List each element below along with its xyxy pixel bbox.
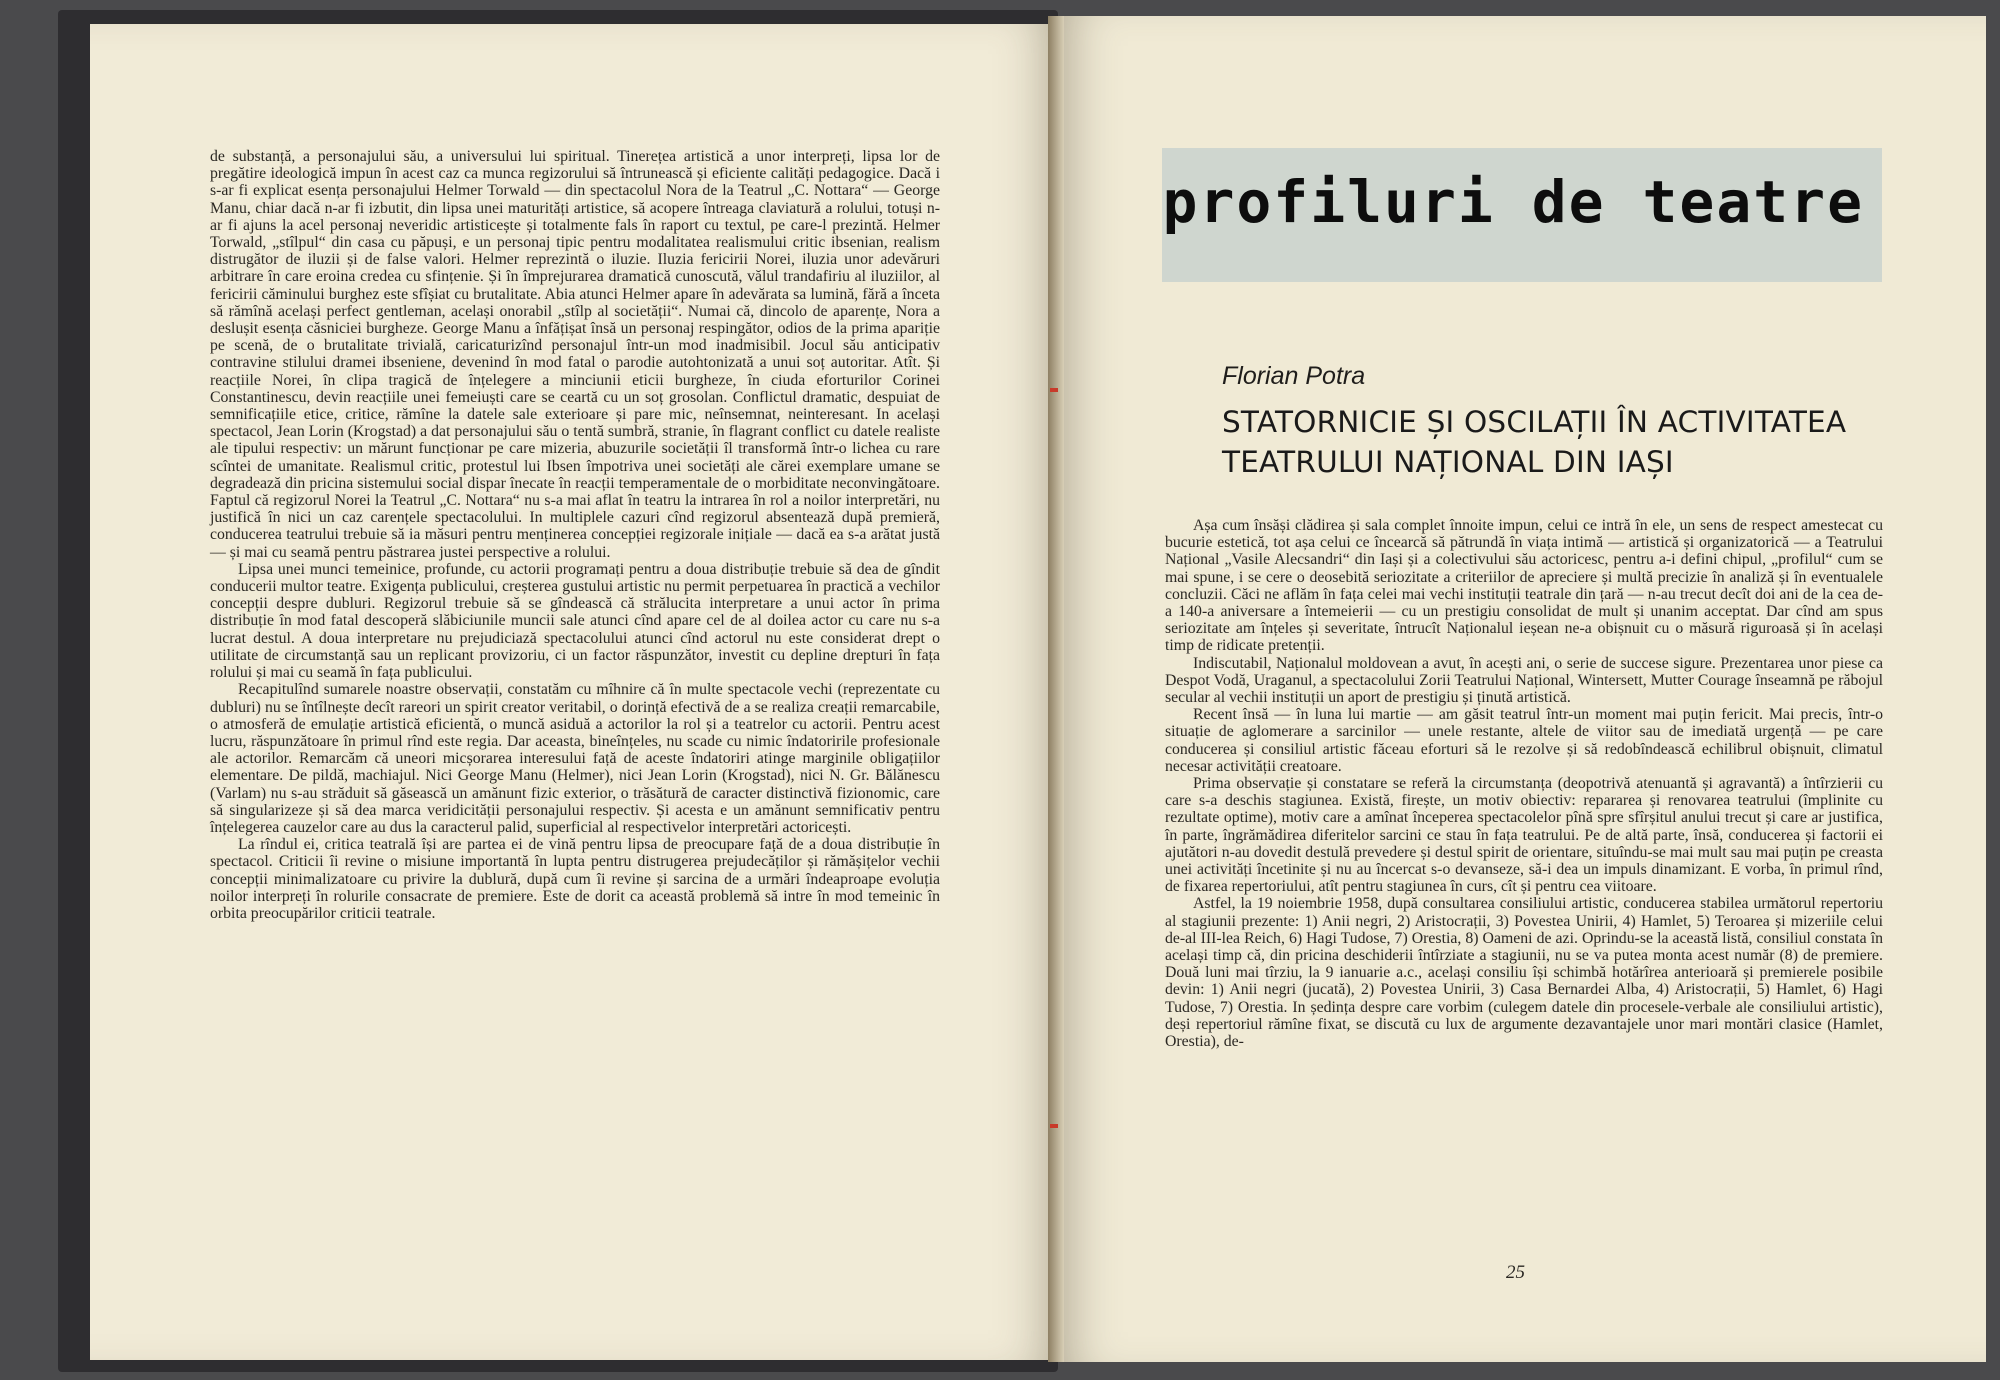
left-page-text (210, 148, 940, 922)
section-banner (1162, 148, 1882, 282)
right-paragraph: Astfel, la 19 noiembrie 1958, după consultarea consiliului artistic, conducerea stabilea următorul repertoriu al stagiunii prezente: 1) Anii negri, 2) Aristocrații, 3) Povestea Unirii, 4) Hamlet, 5) Teroarea și mizeriile celui de-al III-lea Reich, 6) Hagi Tudose, 7) Orestia, 8) Oameni de azi. Oprindu-se la această listă, consiliul constata în același timp că, din pricina deschiderii întîrziate a stagiunii, nu se va putea monta acest număr (8) de premiere. Două luni mai tîrziu, la 9 ianuarie a.c., același consiliu își schimbă hotărîrea anterioară și premierele posibile devin: 1) Anii negri (jucată), 2) Povestea Unirii, 3) Casa Bernardei Alba, 4) Aristocrații, 5) Hamlet, 6) Hagi Tudose, 7) Orestia. In ședința despre care vorbim (culegem datele din procesele-verbale ale consiliului artistic), deși repertoriul rămîne fixat, se discută cu lux de argumente dezavantajele unor mari montări clasice (Hamlet, Orestia), de- (1165, 895, 1883, 1051)
right-paragraph: Indiscutabil, Naționalul moldovean a avut, în acești ani, o serie de succese sigure. Prezentarea unor piese ca Despot Vodă, Uraganul, a spectacolului Zorii Teatrului Național, Wintersett, Mutter Courage înseamnă pe răbojul secular al vechii instituții un aport de prestigiu și ținută artistică. (1165, 654, 1883, 707)
article-author: Florian Potra (1222, 362, 1366, 390)
page-edge-mark (1050, 1124, 1058, 1128)
article-title-line: STATORNICIE ȘI OSCILAȚII ÎN ACTIVITATEA (1222, 405, 1847, 439)
section-banner-title: profiluri de teatre (1162, 168, 1864, 236)
right-paragraph: Prima observație și constatare se referă la circumstanța (deopotrivă atenuantă și agravantă) a întîrzierii cu care s-a deschis stagiunea. Există, firește, un motiv obiectiv: repararea și renovarea teatrului (împlinite cu rezultate optime), motiv care a amînat începerea spectacolelor pînă spre sfîrșitul anului trecut și care ar justifica, în parte, îngrămădirea diferitelor sarcini ce stau în fața teatrului. Pe de altă parte, însă, conducerea și factorii ei ajutători n-au dovedit destulă prevedere și destul spirit de orientare, situîndu-se mai mult sau mai puțin pe creasta unei activități încetinite și nu au încercat s-o devanseze, să-i dea un impuls dinamizant. E vorba, în primul rînd, de fixarea repertoriului, atît pentru stagiunea în curs, cît și pentru cea viitoare. (1165, 775, 1883, 896)
left-paragraph: de substanță, a personajului său, a universului lui spiritual. Tinerețea artistică a unor interpreți, lipsa lor de pregătire ideologică impun în acest caz ca munca regizorului să întrunească și eficiente calități pedagogice. Dacă i s-ar fi explicat esența personajului Helmer Torwald — din spectacolul Nora de la Teatrul „C. Nottara“ — George Manu, chiar dacă n-ar fi izbutit, din lipsa unei maturități artistice, să acopere întreaga claviatură a rolului, totuși n-ar fi ajuns la acel personaj neveridic artisticește și totalmente fals în raport cu textul, pe care-l prezintă. Helmer Torwald, „stîlpul“ din casa cu păpuși, e un personaj tipic pentru modalitatea realismului critic ibsenian, realism distrugător de iluzii și de false valori. Helmer reprezintă o iluzie. Iluzia fericirii Norei, iluzia unor adevăruri arbitrare în care eroina credea cu sfințenie. Și în împrejurarea dramatică cunoscută, vălul trandafiriu al iluziilor, al fericirii căminului burghez este sfîșiat cu brutalitate. Abia atunci Helmer apare în adevărata sa lumină, fără a înceta să rămînă același perfect gentleman, același onorabil „stîlp al societății“. Numai că, dincolo de aparențe, Nora a deslușit esența căsniciei burgheze. George Manu a înfățișat însă un personaj respingător, odios de la prima apariție pe scenă, de o brutalitate trivială, caricaturizînd personajul într-un mod inadmisibil. Jocul său anticipativ contravine stilului dramei ibseniene, devenind în mod fatal o parodie autohtonizată a unui soț autoritar. Atît. Și reacțiile Norei, în clipa tragică de înțelegere a minciunii eticii burgheze, în ciuda eforturilor Corinei Constantinescu, devin reacțiile unei femeiuști care se ceartă cu un soț grosolan. Conflictul dramatic, despuiat de semnificațiile etice, critice, rămîne la datele sale exterioare și pare mic, neînsemnat, neinteresant. In același spectacol, Jean Lorin (Krogstad) a dat personajului său o tentă sumbră, stranie, în flagrant conflict cu datele realiste ale tipului respectiv: un mărunt funcționar pe care mizeria, abuzurile societății îl transformă într-o lichea cu rare scîntei de umanitate. Realismul critic, protestul lui Ibsen împotriva unei societăți ale cărei exemplare umane se degradează din pricina sistemului social dispar înecate în reacții temperamentale de o morbiditate neconvingătoare. Faptul că regizorul Norei la Teatrul „C. Nottara“ nu s-a mai aflat în teatru la intrarea în rol a noilor interpretări, nu justifică în nici un caz carențele spectacolului. In multiplele cazuri cînd regizorul absentează după premieră, conducerea teatrului trebuie să ia măsuri pentru menținerea concepției regizorale inițiale — dacă ea s-a arătat justă — și mai cu seamă pentru păstrarea justei perspective a rolului. (210, 148, 940, 561)
article-title (1222, 402, 1862, 482)
right-paragraph: Recent însă — în luna lui martie — am găsit teatrul într-un moment mai puțin fericit. Mai precis, într-o situație de aglomerare a sarcinilor — unele restante, altele de viitor sau de imediată urgență — pe care conducerea și consiliul artistic făceau eforturi să le rezolve și să redobîndească echilibrul obișnuit, climatul necesar activității creatoare. (1165, 706, 1883, 775)
article-title-line: TEATRULUI NAȚIONAL DIN IAȘI (1222, 445, 1674, 479)
left-paragraph: Lipsa unei munci temeinice, profunde, cu actorii programați pentru a doua distribuție trebuie să dea de gîndit conducerii multor teatre. Exigența publicului, creșterea gustului artistic nu permit perpetuarea în practică a vechilor concepții despre dubluri. Regizorul trebuie să se gîndească că strălucita interpretare a unui actor în prima distribuție în mod fatal descoperă slăbiciunile muncii sale atunci cînd apare cel de al doilea actor cu care nu s-a lucrat destul. A doua interpretare nu prejudiciază spectacolului atunci cînd actorul nu este considerat drept o utilitate de circumstanță sau un replicant provizoriu, ci un factor răspunzător, investit cu depline drepturi în fața rolului și mai cu seamă în fața publicului. (210, 560, 940, 682)
right-paragraph: Așa cum însăși clădirea și sala complet înnoite impun, celui ce intră în ele, un sens de respect amestecat cu bucurie estetică, tot așa celui ce încearcă să pătrundă în viața intimă — artistică și organizatorică — a Teatrului Național „Vasile Alecsandri“ din Iași și a colectivului său actoricesc, pentru a-i defini chipul, „profilul“ cum se mai spune, i se cere o deosebită seriozitate a criteriilor de apreciere și multă precizie în analiză și în eventualele concluzii. Căci ne aflăm în fața celei mai vechi instituții teatrale din țară — n-au trecut decît doi ani de la cea de-a 140-a aniversare a întemeierii — cu un prestigiu consolidat de mult și unanim acceptat. Dar cînd am spus seriozitate am înțeles și severitate, întrucît Naționalul ieșean ne-a obișnuit cu o măsură riguroasă și în același timp de ridicate pretenții. (1165, 517, 1883, 655)
page-edge-mark (1050, 388, 1058, 392)
right-page-text (1165, 517, 1883, 1050)
left-paragraph: La rîndul ei, critica teatrală își are partea ei de vină pentru lipsa de preocupare față de a doua distribuție în spectacol. Criticii îi revine o misiune importantă în lupta pentru distrugerea prejudecăților și rămășițelor vechii concepții minimalizatoare cu privire la dublură, după cum îi revine și sarcina de a urmări îndeaproape evoluția noilor interpreți în rolurile consacrate de premiere. Este de dorit ca această problemă să intre în mod temeinic în orbita preocupărilor criticii teatrale. (210, 836, 940, 922)
page-number: 25 (1506, 1262, 1525, 1283)
book-gutter (1048, 16, 1064, 1362)
left-paragraph: Recapitulînd sumarele noastre observații, constatăm cu mîhnire că în multe spectacole vechi (reprezentate cu dubluri) nu se întîlnește decît rareori un spirit creator veritabil, o dorință efectivă de a se realiza creații remarcabile, o atmosferă de emulație artistică eficientă, o muncă asiduă a actorilor la rol și a teatrelor cu actorii. Pentru acest lucru, răspunzătoare în primul rînd este regia. Dar aceasta, bineînțeles, nu scade cu nimic îndatoririle profesionale ale actorilor. Remarcăm că uneori micșorarea interesului față de aceste îndatoriri atinge marginile obligațiilor elementare. De pildă, machiajul. Nici George Manu (Helmer), nici Jean Lorin (Krogstad), nici N. Gr. Bălănescu (Varlam) nu s-au străduit să găsească un amănunt fizic exterior, o trăsătură de caracter distinctivă fizionomic, care să singularizeze și să dea marca veridicității personajului respectiv. Și acesta e un amănunt semnificativ pentru înțelegerea cauzelor care au dus la caracterul palid, superficial al respectivelor interpretări actoricești. (210, 681, 940, 836)
